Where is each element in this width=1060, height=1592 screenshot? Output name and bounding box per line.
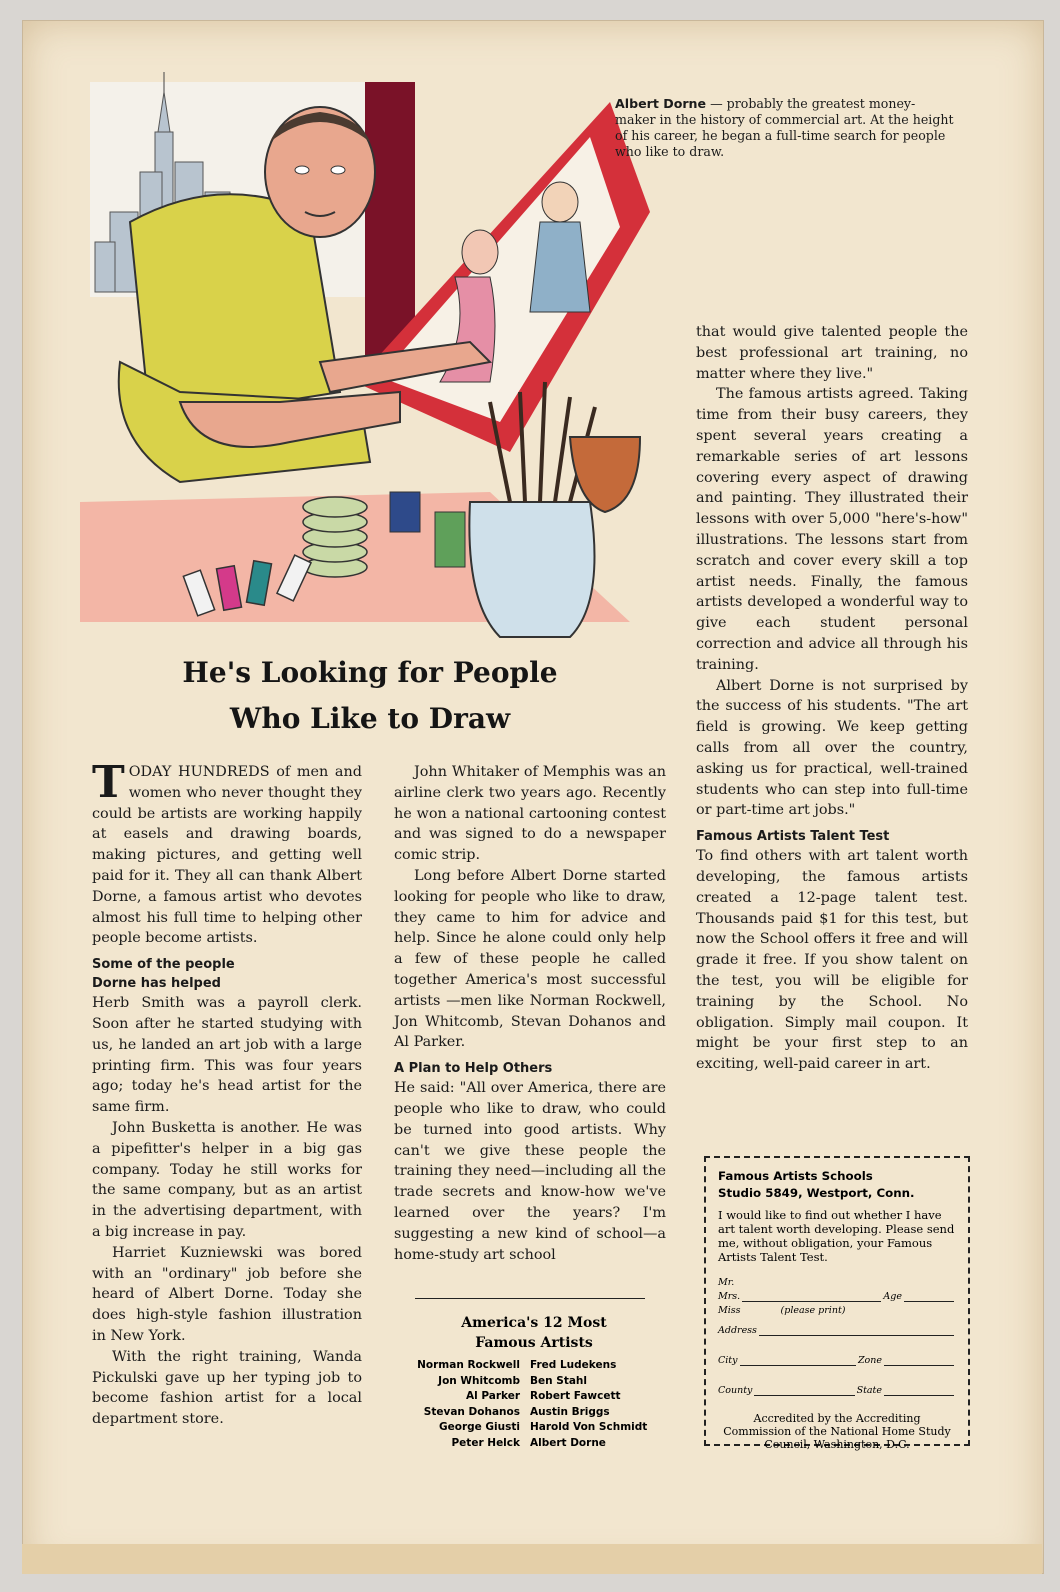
article-column-3 — [696, 322, 968, 1075]
artist-row: Jon Whitcomb Ben Stahl — [438, 1374, 587, 1387]
ink-bottle — [390, 492, 420, 532]
artist-row: Norman Rockwell Fred Ludekens — [417, 1359, 617, 1371]
paragraph-continued: that would give talented people the best professional art training, no matter where they live." — [696, 324, 968, 382]
paragraph-artists-agreed: The famous artists agreed. Taking time from their busy careers, they spent several years creating a remarkable series of art lessons covering every aspect of drawing and painting. They illustrated their lessons with over 5,000 "here's-how" illustrations. The lessons start from scratch and cover every skill a top artist needs. Finally, the famous artists developed a wonderful way to give each student personal correction and advice all through his training. — [696, 386, 968, 673]
caption-name: Albert Dorne — [615, 96, 707, 111]
artist-row: Al Parker Robert Fawcett — [465, 1390, 621, 1402]
artist-row: Stevan Dohanos Austin Briggs — [423, 1405, 610, 1418]
article-column-2 — [394, 762, 666, 1265]
tape-stack — [303, 497, 367, 577]
lead-in: ODAY HUNDREDS — [128, 764, 270, 780]
mail-coupon[interactable] — [704, 1156, 970, 1451]
paragraph-long-before: Long before Albert Dorne started looking for people who like to draw, they came to him for advice and help. Since he alone could only help a few of these people he called together America's most successful artists —men like Norman Rockwell, Jon Whitcomb, Stevan Dohanos and Al Parker. — [394, 867, 666, 1051]
coupon-field-county[interactable]: County State — [718, 1384, 956, 1398]
paragraph-wanda: With the right training, Wanda Pickulski gave up her typing job to become fashion artist for a local department store. — [92, 1348, 362, 1428]
headline-line1: He's Looking for People — [182, 656, 558, 689]
artists-title — [394, 1313, 674, 1353]
bowl — [570, 437, 640, 512]
artists-title-line2: Famous Artists — [475, 1335, 593, 1351]
headline — [90, 650, 650, 742]
article-column-1 — [92, 757, 362, 1430]
headline-line2: Who Like to Draw — [229, 702, 511, 735]
drop-cap: T — [92, 757, 125, 808]
paragraph-herb-smith: Herb Smith was a payroll clerk. Soon after he started studying with us, he landed an art job with a large printing firm. This was four years ago; today he's head artist for the same firm. — [92, 995, 362, 1116]
coupon-field-name[interactable]: Mrs. Age — [718, 1290, 956, 1304]
paragraph-not-surprised: Albert Dorne is not surprised by the success of his students. "The art field is growing. We keep getting calls from all over the country, asking us for practical, well-trained students who can step into full-time or part-time art jobs." — [696, 677, 968, 819]
brush-jar — [469, 502, 594, 637]
albert-dorne-illustration — [70, 62, 670, 647]
page-edge — [22, 1544, 1042, 1574]
paragraph-talent-test: To find others with art talent worth developing, the famous artists created a 12-page talent test. Thousands paid $1 for this test, but now the School offers it free and will grade it free. If you show talent on the test, you will be eligible for training by the School. No obligation. Simply mail coupon. It might be your first step to an exciting, well-paid career in art. — [696, 848, 968, 1073]
intro-text: of men and women who never thought they could be artists are working happily at easels and drawing boards, making pictures, and getting well paid for it. They all can thank Albert Dorne, a famous artist who devotes almost his full time to helping other people become artists. — [92, 764, 362, 947]
subhead-talent-test: Famous Artists Talent Test — [696, 829, 890, 845]
caption-text: — probably the greatest money-maker in the history of commercial art. At the height of his career, he began a full-time search for people who like to draw. — [615, 96, 954, 159]
artists-list — [392, 1358, 682, 1451]
artist-row: Peter Helck Albert Dorne — [451, 1436, 606, 1449]
paragraph-he-said: He said: "All over America, there are people who like to draw, who could be turned into good artists. Why can't we give these people the training they need—including all the trade secrets and know-how we've learned over the years? I'm suggesting a new kind of school—a home-study art school — [394, 1080, 666, 1263]
coupon-field-miss: Miss (please print) — [718, 1305, 846, 1316]
subhead-people-helped: Some of the people Dorne has helped — [92, 957, 235, 992]
paragraph-harriet: Harriet Kuzniewski was bored with an "ordinary" job before she heard of Albert Dorne. Today she does high-style fashion illustration in New York. — [92, 1244, 362, 1344]
intro-paragraph — [92, 757, 362, 949]
divider — [415, 1298, 645, 1299]
coupon-field-mr: Mr. — [718, 1277, 735, 1288]
artists-title-line1: America's 12 Most — [461, 1315, 607, 1331]
paragraph-john-whitaker: John Whitaker of Memphis was an airline clerk two years ago. Recently he won a national cartooning contest and was signed to do a newspaper comic strip. — [394, 764, 666, 864]
coupon-field-address[interactable]: Address — [718, 1324, 956, 1338]
coupon-body: I would like to find out whether I have art talent worth developing. Please send me, without obligation, your Famous Artists Talent Test. — [718, 1208, 955, 1264]
artist-row: George Giusti Harold Von Schmidt — [439, 1421, 648, 1433]
coupon-accreditation: Accredited by the Accrediting Commission of the National Home Study Council, Washington, D.C. — [723, 1412, 951, 1451]
paragraph-john-busketta: John Busketta is another. He was a pipefitter's helper in a big gas company. Today he still works for the same company, but as an artist in the advertising department, with a big increase in pay. — [92, 1119, 362, 1240]
coupon-header-address: Studio 5849, Westport, Conn. — [718, 1186, 915, 1200]
illustration-caption — [615, 96, 955, 160]
coupon-field-city[interactable]: City Zone — [718, 1354, 956, 1368]
subhead-plan: A Plan to Help Others — [394, 1061, 553, 1077]
coupon-header-school: Famous Artists Schools — [718, 1169, 873, 1183]
